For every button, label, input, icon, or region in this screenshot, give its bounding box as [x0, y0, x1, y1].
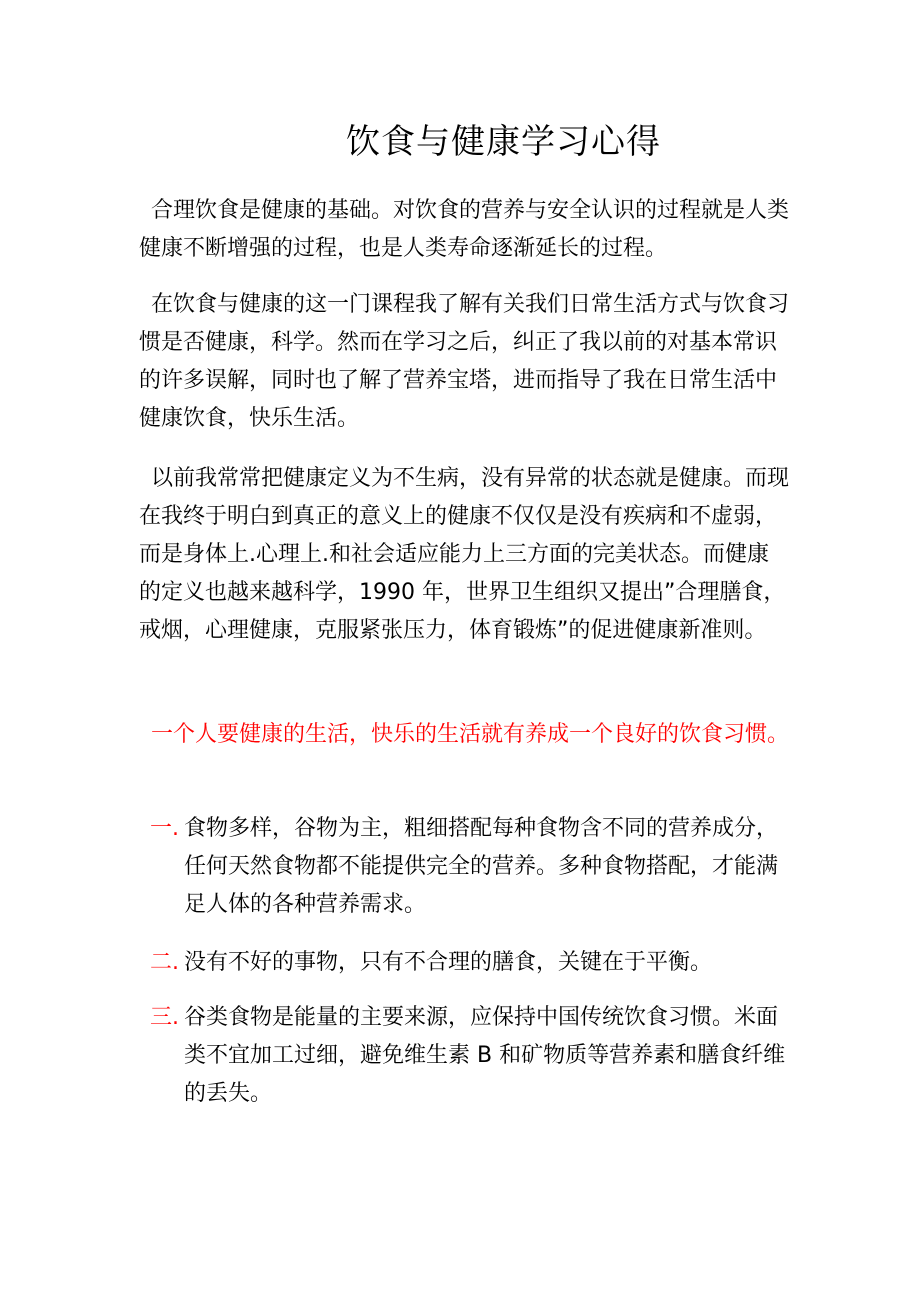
document-title: 饮食与健康学习心得: [346, 122, 661, 162]
list-item-text: 没有不好的事物，只有不合理的膳食，关键在于平衡。: [184, 950, 713, 975]
paragraph-definition-text: 以前我常常把健康定义为不生病，没有异常的状态就是健康。而现在我终于明白到真正的意义上的健康不仅仅是没有疾病和不虚弱，而是身体上.心理上.和社会适应能力上三方面的完美状态。而健康的定义也越来越科学，1990 年，世界卫生组织又提出”合理膳食，戒烟，心理健康，克服紧张压力，体育锻炼”的促进健康新准则。: [139, 466, 790, 643]
paragraph-intro-text: 合理饮食是健康的基础。对饮食的营养与安全认识的过程就是人类健康不断增强的过程，也是人类寿命逐渐延长的过程。: [139, 198, 790, 261]
paragraph-definition: [139, 460, 789, 650]
paragraph-intro: [139, 192, 789, 268]
list-item: [150, 810, 790, 924]
list-item: [150, 944, 790, 982]
list-item: [150, 999, 790, 1113]
list-item-number: 三.: [150, 1005, 179, 1030]
paragraph-highlight: [139, 716, 789, 754]
list-item-text: 谷类食物是能量的主要来源，应保持中国传统饮食习惯。米面类不宜加工过细，避免维生素 B 和矿物质等营养素和膳食纤维的丢失。: [184, 1005, 786, 1106]
list-item-number: 一.: [150, 816, 179, 841]
paragraph-course: [139, 286, 789, 438]
paragraph-highlight-text: 一个人要健康的生活，快乐的生活就有养成一个良好的饮食习惯。: [151, 722, 790, 747]
list-item-number: 二.: [150, 950, 179, 975]
list-item-text: 食物多样，谷物为主，粗细搭配每种食物含不同的营养成分，任何天然食物都不能提供完全的营养。多种食物搭配，才能满足人体的各种营养需求。: [184, 816, 779, 917]
paragraph-course-text: 在饮食与健康的这一门课程我了解有关我们日常生活方式与饮食习惯是否健康，科学。然而在学习之后，纠正了我以前的对基本常识的许多误解，同时也了解了营养宝塔，进而指导了我在日常生活中健康饮食，快乐生活。: [139, 292, 790, 431]
